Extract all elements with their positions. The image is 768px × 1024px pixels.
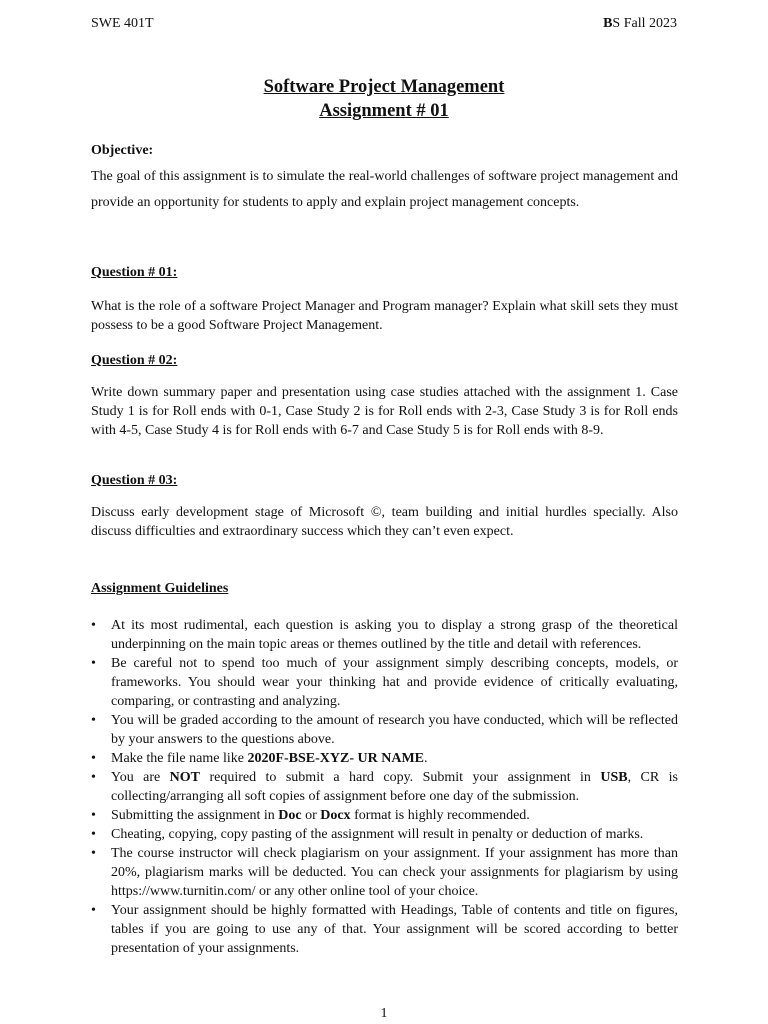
question-2-text: Write down summary paper and presentation using case studies attached with the assignment 1. Case Study 1 is for Roll ends with 0-1, Case Study 2 is for Roll ends with 2-3, Case Study 3 is for Roll ends with 4-5, Case Study 4 is for Roll ends with 6-7 and Case Study 5 is for Roll ends with 8-9.: [91, 385, 678, 438]
bullet: •: [91, 618, 96, 633]
list-item: • Make the file name like 2020F-BSE-XYZ- UR NAME.: [91, 751, 428, 766]
question-1-label: Question # 01:: [91, 265, 178, 280]
question-3-text: Discuss early development stage of Microsoft ©, team building and initial hurdles specially. Also discuss difficulties and extraordinary success which they can’t even expect.: [91, 505, 678, 539]
bullet: •: [91, 751, 96, 766]
list-item: • The course instructor will check plagiarism on your assignment. If your assignment has more than 20%, plagiarism marks will be deducted. You can check your assignments for plagiarism by using https://www.turnitin.com/ or any other online tool of your choice.: [91, 846, 678, 899]
header-program-rest: S Fall 2023: [612, 16, 677, 31]
question-3-label: Question # 03:: [91, 473, 178, 488]
bullet: •: [91, 903, 96, 918]
list-item: • At its most rudimental, each question is asking you to display a strong grasp of the theoretical underpinning on the main topic areas or themes outlined by the title and detail with references.: [91, 618, 678, 652]
bullet: •: [91, 713, 96, 728]
bullet: •: [91, 827, 96, 842]
list-item: • Your assignment should be highly formatted with Headings, Table of contents and title on figures, tables if you are going to use any of that. Your assignment will be scored according to better presentation of your assignments.: [91, 903, 678, 956]
file-name-format: 2020F-BSE-XYZ- UR NAME: [247, 751, 425, 766]
assignment-number: Assignment # 01: [319, 101, 449, 121]
guidelines-list: [91, 616, 678, 958]
bullet: •: [91, 656, 96, 671]
list-item: • Submitting the assignment in Doc or Docx format is highly recommended.: [91, 808, 530, 823]
objective-text: The goal of this assignment is to simulate the real-world challenges of software project management and provide an opportunity for students to apply and explain project management concepts.: [91, 169, 678, 210]
guidelines-list-container: [91, 616, 678, 958]
list-item: • You will be graded according to the amount of research you have conducted, which will be reflected by your answers to the questions above.: [91, 713, 678, 747]
list-item: • Be careful not to spend too much of your assignment simply describing concepts, models, or frameworks. You should wear your thinking hat and provide evidence of critically evaluating, comparing, or contrasting and analyzing.: [91, 656, 678, 709]
bullet: •: [91, 770, 96, 785]
list-item: • You are NOT required to submit a hard copy. Submit your assignment in USB, CR is collecting/arranging all soft copies of assignment before one day of the submission.: [91, 770, 678, 804]
header-program-initial: B: [603, 16, 613, 31]
list-item: • Cheating, copying, copy pasting of the assignment will result in penalty or deduction of marks.: [91, 827, 644, 842]
header-program: [603, 16, 677, 32]
document-title: Software Project Management: [263, 77, 505, 97]
page-number: 1: [380, 1006, 388, 1021]
objective-label: Objective:: [91, 143, 154, 158]
question-2-label: Question # 02:: [91, 353, 178, 368]
bullet: •: [91, 846, 96, 861]
bullet: •: [91, 808, 96, 823]
header-course-code: SWE 401T: [91, 16, 154, 31]
question-1-text: What is the role of a software Project Manager and Program manager? Explain what skill sets they must possess to be a good Software Project Management.: [91, 299, 678, 333]
guidelines-heading: Assignment Guidelines: [91, 581, 229, 596]
